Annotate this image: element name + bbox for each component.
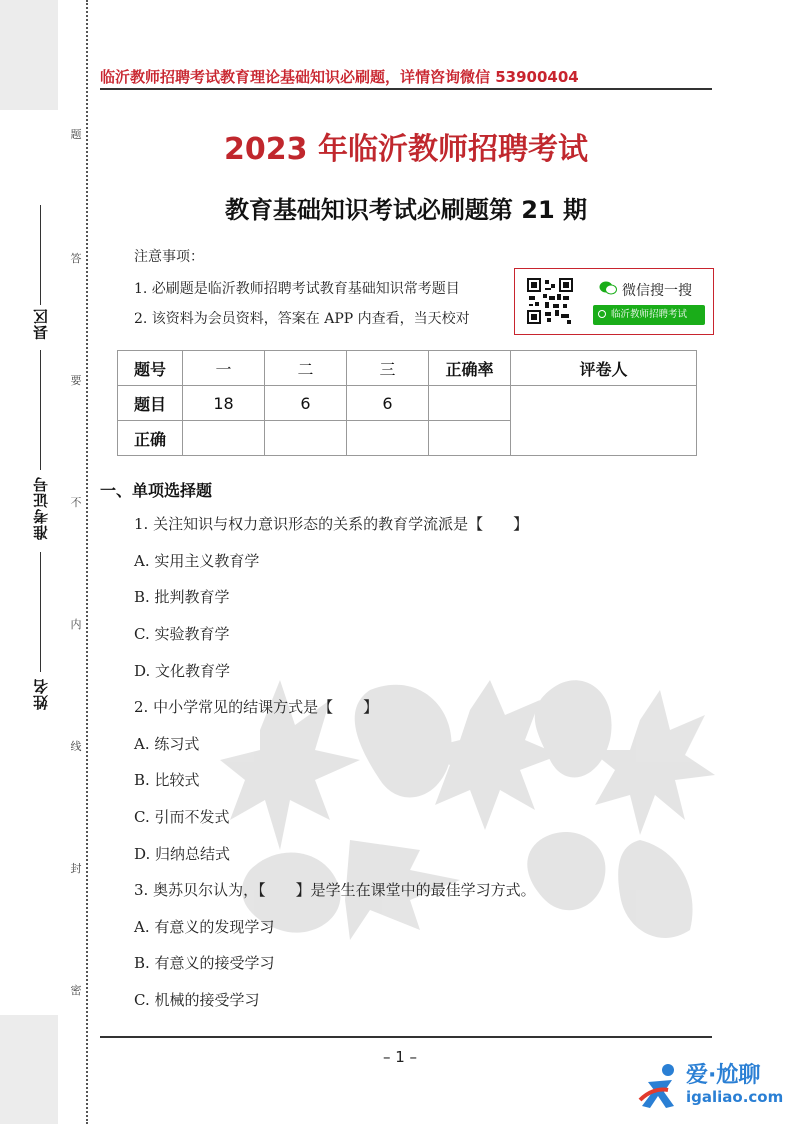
question-option[interactable]: C. 实验教育学	[134, 625, 230, 643]
wechat-search-button[interactable]	[593, 305, 705, 325]
page-subtitle: 教育基础知识考试必刷题第 21 期	[224, 196, 588, 224]
table-row-label: 正确	[118, 421, 183, 456]
question-option[interactable]: A. 练习式	[134, 735, 200, 753]
seal-char: 题	[70, 128, 82, 141]
table-header-cell: 二	[265, 351, 347, 386]
notice-heading: 注意事项：	[134, 249, 204, 265]
table-row-label: 题目	[118, 386, 183, 421]
wechat-search-label: 微信搜一搜	[622, 283, 692, 299]
footer-rule	[100, 1036, 712, 1038]
table-header-cell: 一	[183, 351, 265, 386]
exam-id-label: 准考证号	[32, 476, 50, 540]
question-option[interactable]: B. 有意义的接受学习	[134, 954, 275, 972]
table-cell: 6	[347, 386, 429, 421]
qr-code-icon	[527, 278, 573, 324]
brand-logo	[636, 1058, 796, 1118]
county-field-line[interactable]	[40, 205, 41, 305]
question-option[interactable]: B. 批判教育学	[134, 588, 230, 606]
table-cell-empty[interactable]	[429, 386, 511, 421]
score-table	[117, 350, 697, 456]
question-option[interactable]: B. 比较式	[134, 771, 200, 789]
header-rule	[100, 88, 712, 90]
name-field-line[interactable]	[40, 552, 41, 672]
question-option[interactable]: A. 有意义的发现学习	[134, 918, 275, 936]
table-header-cell: 三	[347, 351, 429, 386]
wechat-search-icon	[599, 281, 617, 295]
seal-char: 密	[70, 984, 82, 997]
table-cell-empty[interactable]	[265, 421, 347, 456]
seal-char: 内	[70, 618, 82, 631]
table-row	[118, 386, 697, 421]
question-stem: 1. 关注知识与权力意识形态的关系的教育学流派是【 】	[134, 515, 529, 533]
question-stem: 3. 奥苏贝尔认为，【 】是学生在课堂中的最佳学习方式。	[134, 881, 536, 899]
brand-url[interactable]: igaliao.com	[686, 1088, 784, 1106]
runner-logo-icon	[638, 1062, 684, 1114]
question-option[interactable]: D. 文化教育学	[134, 662, 231, 680]
brand-name: 爱·尬聊	[686, 1063, 761, 1088]
seal-char: 答	[70, 252, 82, 265]
header-note: 临沂教师招聘考试教育理论基础知识必刷题，详情咨询微信 53900404	[100, 68, 579, 86]
notice-line: 2. 该资料为会员资料，答案在 APP 内查看，当天校对	[134, 311, 470, 327]
page-number: – 1 –	[382, 1048, 418, 1066]
table-cell: 18	[183, 386, 265, 421]
seal-char: 封	[70, 862, 82, 875]
question-option[interactable]: A. 实用主义教育学	[134, 552, 260, 570]
binding-margin	[0, 0, 58, 1124]
page-title: 2023 年临沂教师招聘考试	[224, 132, 588, 167]
search-icon	[598, 310, 606, 318]
county-label: 县区	[32, 308, 50, 340]
table-cell: 6	[265, 386, 347, 421]
seal-char: 不	[70, 496, 82, 509]
cut-line	[86, 0, 88, 1124]
notice-line: 1. 必刷题是临沂教师招聘考试教育基础知识常考题目	[134, 281, 460, 297]
grader-cell[interactable]	[511, 386, 697, 456]
table-row	[118, 351, 697, 386]
wechat-search-button-label: 临沂教师招聘考试	[611, 309, 688, 320]
question-option[interactable]: C. 机械的接受学习	[134, 991, 260, 1009]
exam-id-field-line[interactable]	[40, 350, 41, 470]
binding-margin-white	[0, 110, 58, 1015]
question-stem: 2. 中小学常见的结课方式是【 】	[134, 698, 379, 716]
question-option[interactable]: D. 归纳总结式	[134, 845, 231, 863]
table-header-cell: 题号	[118, 351, 183, 386]
name-label: 姓名	[32, 678, 50, 710]
question-option[interactable]: C. 引而不发式	[134, 808, 230, 826]
seal-char: 要	[70, 374, 82, 387]
seal-char: 线	[70, 740, 82, 753]
table-header-cell: 评卷人	[511, 351, 697, 386]
wechat-search-card[interactable]	[514, 268, 714, 335]
table-cell-empty[interactable]	[183, 421, 265, 456]
table-cell-empty[interactable]	[429, 421, 511, 456]
table-header-cell: 正确率	[429, 351, 511, 386]
table-cell-empty[interactable]	[347, 421, 429, 456]
section-title: 一、单项选择题	[100, 481, 213, 500]
